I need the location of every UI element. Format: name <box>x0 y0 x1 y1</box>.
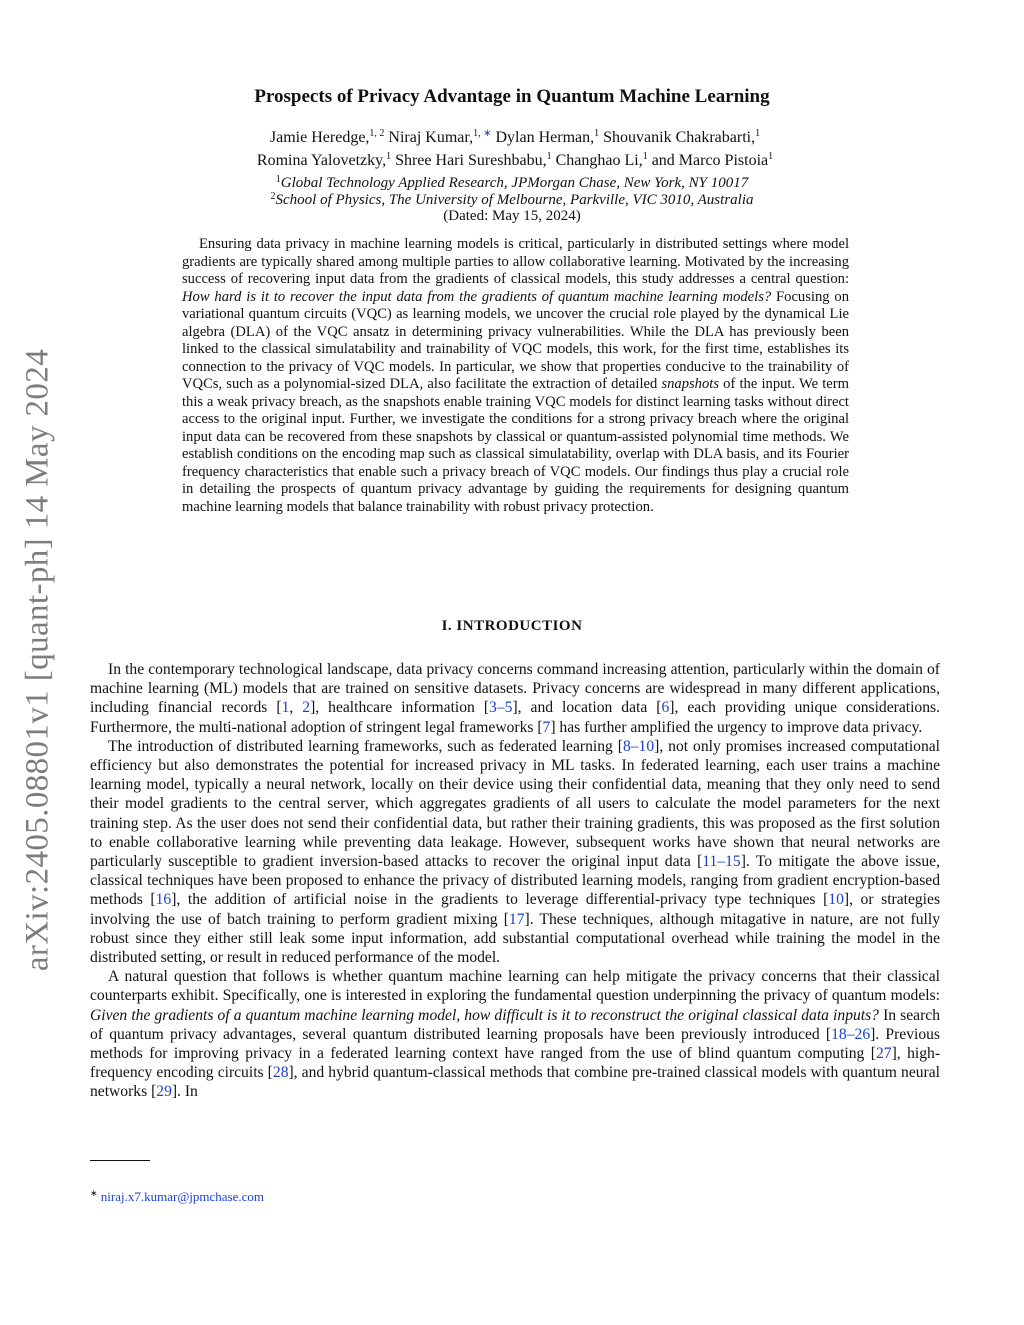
citation-link[interactable]: 3–5 <box>489 699 513 717</box>
dated-line: (Dated: May 15, 2024) <box>443 208 581 224</box>
paragraph: In the contemporary technological landscape, data privacy concerns command increasing attention, particularly within the domain of machine learning (ML) models that are trained on sensitive datasets. Privacy concerns are widespread in many different applications, including financial records [1, 2], healthcare information [3–5], and location data [6], each providing unique considerations. Furthermore, the multi-national adoption of stringent legal frameworks [7] has further amplified the urgency to improve data privacy. <box>90 661 940 736</box>
author: Jamie Heredge,$^{1, 2}$ <box>269 128 385 146</box>
paragraph: The introduction of distributed learning frameworks, such as federated learning [8–10], not only promises increased computational efficiency but also demonstrates the potential for increased privacy in ML tasks. In federated learning, each user trains a machine learning model, typically a neural network, locally on their device using their confidential data, meaning that they only need to send their model gradients to the central server, which aggregates gradients of all users to calculate the model parameters for the next training step. As the user does not send their confidential data, but rather their training gradients, this was proposed as the first solution to enable collaborative learning while preventing data leakage. However, subsequent works have shown that neural networks are particularly susceptible to gradient inversion-based attacks to recover the original input data [11–15]. To mitigate the above issue, classical techniques have been proposed to enhance the privacy of distributed learning models, ranging from gradient encryption-based methods [16], the addition of artificial noise in the gradients to leverage differential-privacy type techniques [10], or strategies involving the use of batch training to perform gradient mixing [17]. These techniques, although mitagative in nature, are not fully robust since they either still leak some input information, add substantial computational overhead while training the model in the distributed setting, or result in reduced performance of the model. <box>90 737 941 967</box>
footnote-rule <box>90 1160 150 1161</box>
email-link[interactable]: niraj.x7.kumar@jpmchase.com <box>100 1189 265 1204</box>
citation-link[interactable]: 28 <box>272 1064 289 1082</box>
author: Shree Hari Sureshbabu,$^1$ <box>395 151 552 169</box>
citation-link[interactable]: 7 <box>542 718 551 736</box>
affiliation: $^2$School of Physics, The University of Melbourne, Parkville, VIC 3010, Australia <box>270 191 754 208</box>
paragraph: A natural question that follows is whether quantum machine learning can help mitigate the privacy concerns that their classical counterparts exhibit. Specifically, one is interested in exploring the fundamental question underpinning the privacy of quantum models: Given the gradients of a quantum machine learning model, how difficult is it to reconstruct the original classical data inputs? In search of quantum privacy advantages, several quantum distributed learning proposals have been previously introduced [18–26]. Previous methods for improving privacy in a federated learning context have ranged from the use of blind quantum computing [27], high-frequency encoding circuits [28], and hybrid quantum-classical methods that combine pre-trained classical models with quantum neural networks [29]. In <box>90 968 941 1101</box>
author: Niraj Kumar,$^{1, ∗}$ <box>388 128 492 146</box>
section-heading: I. INTRODUCTION <box>441 618 583 634</box>
citation-link[interactable]: 29 <box>156 1083 172 1101</box>
author: and Marco Pistoia$^1$ <box>651 151 774 169</box>
author: Dylan Herman,$^1$ <box>495 128 600 146</box>
citation-link[interactable]: 1 <box>281 699 290 717</box>
citation-link[interactable]: 11–15 <box>702 853 741 871</box>
arxiv-identifier: arXiv:2405.08801v1 [quant-ph] 14 May 2024 <box>19 348 56 972</box>
citation-link[interactable]: 27 <box>875 1045 892 1063</box>
author-list <box>150 126 880 172</box>
author: Shouvanik Chakrabarti,$^1$ <box>603 128 761 146</box>
citation-link[interactable]: 17 <box>508 910 525 928</box>
citation-link[interactable]: 2 <box>302 699 311 717</box>
abstract: Ensuring data privacy in machine learning models is critical, particularly in distributed settings where model gradients are typically shared among multiple parties to allow collaborative learning. Motivated by the increasing success of recovering input data from the gradients of classical models, this study addresses a central question: How hard is it to recover the input data from the gradients of quantum machine learning models? Focusing on variational quantum circuits (VQC) as learning models, we uncover the crucial role played by the dynamical Lie algebra (DLA) of the VQC ansatz in determining privacy vulnerabilities. While the DLA has previously been linked to the classical simulatability and trainability of VQC models, this work, for the first time, establishes its connection to the privacy of VQC models. In particular, we show that properties conducive to the trainability of VQCs, such as a polynomial-sized DLA, also facilitate the extraction of detailed snapshots of the input. We term this a weak privacy breach, as the snapshots enable training VQC models for distinct learning tasks without direct access to the original input. Further, we investigate the conditions for a strong privacy breach where the original input data can be recovered from these snapshots by classical or quantum-assisted polynomial time methods. We establish conditions on the encoding map such as classical simulatability, overlap with DLA basis, and its Fourier frequency characteristics that enable such a privacy breach of VQC models. Our findings thus play a crucial role in detailing the prospects of quantum privacy advantage by guiding the requirements for designing quantum machine learning models that balance trainability with robust privacy protection. <box>182 236 850 515</box>
paper-title: Prospects of Privacy Advantage in Quantum Machine Learning <box>254 86 770 107</box>
footnote: ∗ niraj.x7.kumar@jpmchase.com <box>90 1188 265 1204</box>
citation-link[interactable]: 10 <box>828 891 844 909</box>
citation-link[interactable]: 18–26 <box>831 1025 871 1043</box>
citation-link[interactable]: 8–10 <box>622 737 655 755</box>
author: Romina Yalovetzky,$^1$ <box>256 151 392 169</box>
citation-link[interactable]: 16 <box>155 891 172 909</box>
citation-link[interactable]: 6 <box>661 699 670 717</box>
author: Changhao Li,$^1$ <box>555 151 648 169</box>
corresponding-author-link[interactable]: ∗ <box>483 128 492 139</box>
body-text <box>90 660 940 1102</box>
affiliation: $^1$Global Technology Applied Research, JPMorgan Chase, New York, NY 10017 <box>275 174 749 191</box>
